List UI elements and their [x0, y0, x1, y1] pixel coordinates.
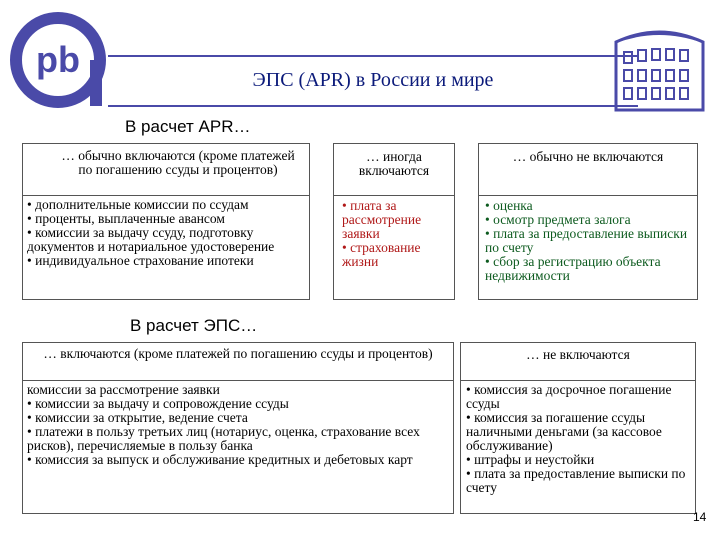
- bank-logo: [10, 10, 110, 110]
- apr-section-label: В расчет APR…: [125, 117, 251, 136]
- eps-col-excluded-list: [466, 383, 693, 495]
- apr-col-sometimes: [333, 143, 455, 300]
- list-item: комиссии за рассмотрение заявки: [27, 382, 220, 397]
- apr-col-included-header: … обычно включаются (кроме платежей по погашению ссуды и процентов): [61, 148, 295, 177]
- list-item: • комиссии за выдачу и сопровождение ссуды: [27, 396, 289, 411]
- list-item: • оценка: [485, 198, 533, 213]
- list-item: • осмотр предмета залога: [485, 212, 631, 227]
- list-item: • плата за предоставление выписки по счету: [466, 466, 686, 495]
- eps-col-included-list: [27, 383, 451, 467]
- logo-text: pb: [36, 39, 80, 80]
- eps-col-included-header: … включаются (кроме платежей по погашению ссуды и процентов): [43, 346, 433, 361]
- list-item: • страхование жизни: [342, 240, 421, 269]
- eps-col-excluded-header: … не включаются: [526, 347, 630, 362]
- list-item: • комиссия за погашение ссуды наличными деньгами (за кассовое обслуживание): [466, 410, 662, 453]
- apr-col-included-list: [27, 198, 307, 268]
- list-item: • проценты, выплаченные авансом: [27, 211, 225, 226]
- list-item: • индивидуальное страхование ипотеки: [27, 253, 254, 268]
- divider: [23, 195, 309, 196]
- list-item: • плата за предоставление выписки по счету: [485, 226, 688, 255]
- divider: [23, 380, 453, 381]
- apr-col-excluded-list: [485, 199, 695, 283]
- list-item: • платежи в пользу третьих лиц (нотариус, оценка, страхование всех рисков), перечисляемые в пользу банка: [27, 424, 420, 453]
- list-item: • сбор за регистрацию объекта недвижимости: [485, 254, 661, 283]
- page-number: 14: [693, 510, 707, 524]
- list-item: • комиссии за выдачу ссуду, подготовку документов и нотариальное удостоверение: [27, 225, 275, 254]
- list-item: • дополнительные комиссии по ссудам: [27, 197, 249, 212]
- eps-col-excluded: [460, 342, 696, 514]
- divider: [461, 380, 695, 381]
- apr-col-included: [22, 143, 310, 300]
- list-item: • комиссия за выпуск и обслуживание кредитных и дебетовых карт: [27, 452, 413, 467]
- eps-section-label: В расчет ЭПС…: [130, 316, 258, 335]
- list-item: • комиссия за досрочное погашение ссуды: [466, 382, 672, 411]
- apr-col-sometimes-list: [342, 199, 452, 269]
- divider: [334, 195, 454, 196]
- list-item: • комиссии за открытие, ведение счета: [27, 410, 248, 425]
- title-bar: [108, 55, 638, 107]
- divider: [479, 195, 697, 196]
- apr-col-sometimes-header: … иногда включаются: [358, 149, 430, 178]
- list-item: • штрафы и неустойки: [466, 452, 595, 467]
- apr-col-excluded: [478, 143, 698, 300]
- eps-col-included: [22, 342, 454, 514]
- apr-col-excluded-header: … обычно не включаются: [512, 149, 664, 164]
- list-item: • плата за рассмотрение заявки: [342, 198, 422, 241]
- page-title: ЭПС (APR) в России и мире: [252, 69, 494, 91]
